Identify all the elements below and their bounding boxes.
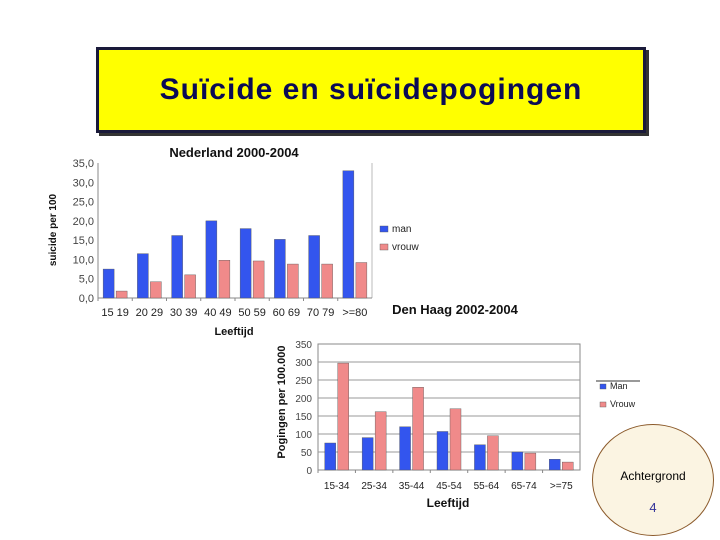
chart1-y-axis-label: suicide per 100 [48, 193, 59, 267]
chart2-bar-vrouw [487, 436, 498, 470]
chart2-bar-vrouw [413, 387, 424, 470]
chart1-bar-vrouw [287, 264, 298, 298]
chart2-x-tick-label: 25-34 [361, 481, 387, 492]
chart1-bar-vrouw [150, 282, 161, 298]
chart1-y-tick-label: 15,0 [72, 235, 94, 248]
chart2-bar-vrouw [562, 462, 573, 470]
chart1-y-tick-label: 0,0 [78, 293, 94, 305]
chart1-y-tick-label: 35,0 [72, 158, 94, 170]
chart1-x-tick-label: 40 49 [204, 307, 232, 319]
chart1-legend-swatch-man [380, 226, 388, 232]
chart2-legend-swatch-vrouw [600, 402, 606, 407]
chart1-x-axis-label: Leeftijd [214, 326, 254, 338]
chart2-x-tick-label: 35-44 [398, 481, 425, 492]
chart2-x-axis-label: Leeftijd [426, 496, 470, 510]
chart2-bar-man [400, 427, 411, 470]
section-badge-label: Achtergrond [620, 469, 686, 483]
chart2-y-tick-label: 150 [295, 412, 312, 423]
chart1-bar-vrouw [356, 263, 367, 298]
chart1-legend-label-man: man [392, 224, 412, 235]
chart2-legend-swatch-man [600, 384, 606, 389]
chart2-bar-man [549, 459, 560, 470]
chart2-y-tick-label: 50 [300, 448, 312, 459]
chart2-bar-vrouw [525, 453, 536, 470]
chart2-y-tick-label: 350 [295, 340, 312, 351]
chart1-x-tick-label: 60 69 [272, 307, 301, 319]
chart1-bar-man [206, 221, 217, 298]
chart1-bar-vrouw [116, 291, 127, 298]
chart2-bar-vrouw [450, 409, 461, 470]
chart1-bar-man [240, 229, 251, 298]
chart1-x-tick-label: 20 29 [135, 307, 164, 319]
chart2-legend-label-vrouw: Vrouw [610, 399, 636, 409]
chart2-bar-man [437, 431, 448, 470]
chart2-y-tick-label: 0 [306, 466, 312, 477]
chart2-bar-vrouw [338, 363, 349, 470]
chart1-y-tick-label: 10,0 [72, 254, 94, 267]
chart1-bar-vrouw [219, 260, 230, 298]
chart2-bar-man [512, 452, 523, 470]
chart1-bar-vrouw [253, 261, 264, 298]
chart2-plot-frame [318, 344, 580, 470]
chart1-y-tick-label: 20,0 [72, 215, 94, 228]
chart1-bar-man [309, 236, 320, 298]
chart1-legend-label-vrouw: vrouw [392, 242, 419, 253]
chart1-y-tick-label: 25,0 [72, 196, 94, 209]
chart2-bar-vrouw [375, 412, 386, 470]
chart2-y-tick-label: 200 [295, 394, 312, 405]
chart2-x-tick-label: >=75 [549, 481, 573, 492]
chart2-title: Den Haag 2002-2004 [392, 302, 518, 317]
chart1-x-tick-label: 15 19 [101, 307, 129, 319]
page-number: 4 [649, 500, 657, 515]
chart2-x-tick-label: 15-34 [323, 481, 350, 492]
chart2-bar-man [362, 438, 373, 470]
chart1-bar-vrouw [185, 275, 196, 298]
chart2-bar-man [474, 445, 485, 470]
chart2-y-tick-label: 100 [295, 430, 312, 441]
chart1-x-tick-label: 70 79 [306, 307, 335, 319]
chart1-x-tick-label: >=80 [342, 307, 368, 319]
chart2-x-tick-label: 65-74 [511, 481, 537, 492]
chart2-bar-man [325, 443, 336, 470]
slide-title: Suïcide en suïcidepogingen [159, 73, 583, 106]
chart2-x-tick-label: 55-64 [473, 481, 500, 492]
chart1-bar-man [172, 236, 183, 298]
chart1-title: Nederland 2000-2004 [169, 145, 299, 160]
chart2-x-tick-label: 45-54 [436, 481, 462, 492]
chart2-y-axis-label: Pogingen per 100.000 [276, 345, 288, 459]
chart1-bar-man [137, 254, 148, 298]
section-badge [592, 424, 714, 536]
chart2-y-tick-label: 300 [295, 358, 312, 369]
chart1-x-tick-label: 30 39 [169, 307, 198, 319]
chart1-bar-vrouw [322, 264, 333, 298]
chart2-y-tick-label: 250 [295, 376, 312, 387]
chart2-legend-label-man: Man [610, 381, 628, 391]
chart1-x-tick-label: 50 59 [238, 307, 266, 319]
chart1-bar-man [274, 239, 285, 298]
chart1-bar-man [343, 171, 354, 298]
chart1-y-tick-label: 5,0 [78, 273, 94, 286]
chart1-y-tick-label: 30,0 [72, 177, 94, 190]
chart1-legend-swatch-vrouw [380, 244, 388, 250]
chart1-bar-man [103, 269, 114, 298]
